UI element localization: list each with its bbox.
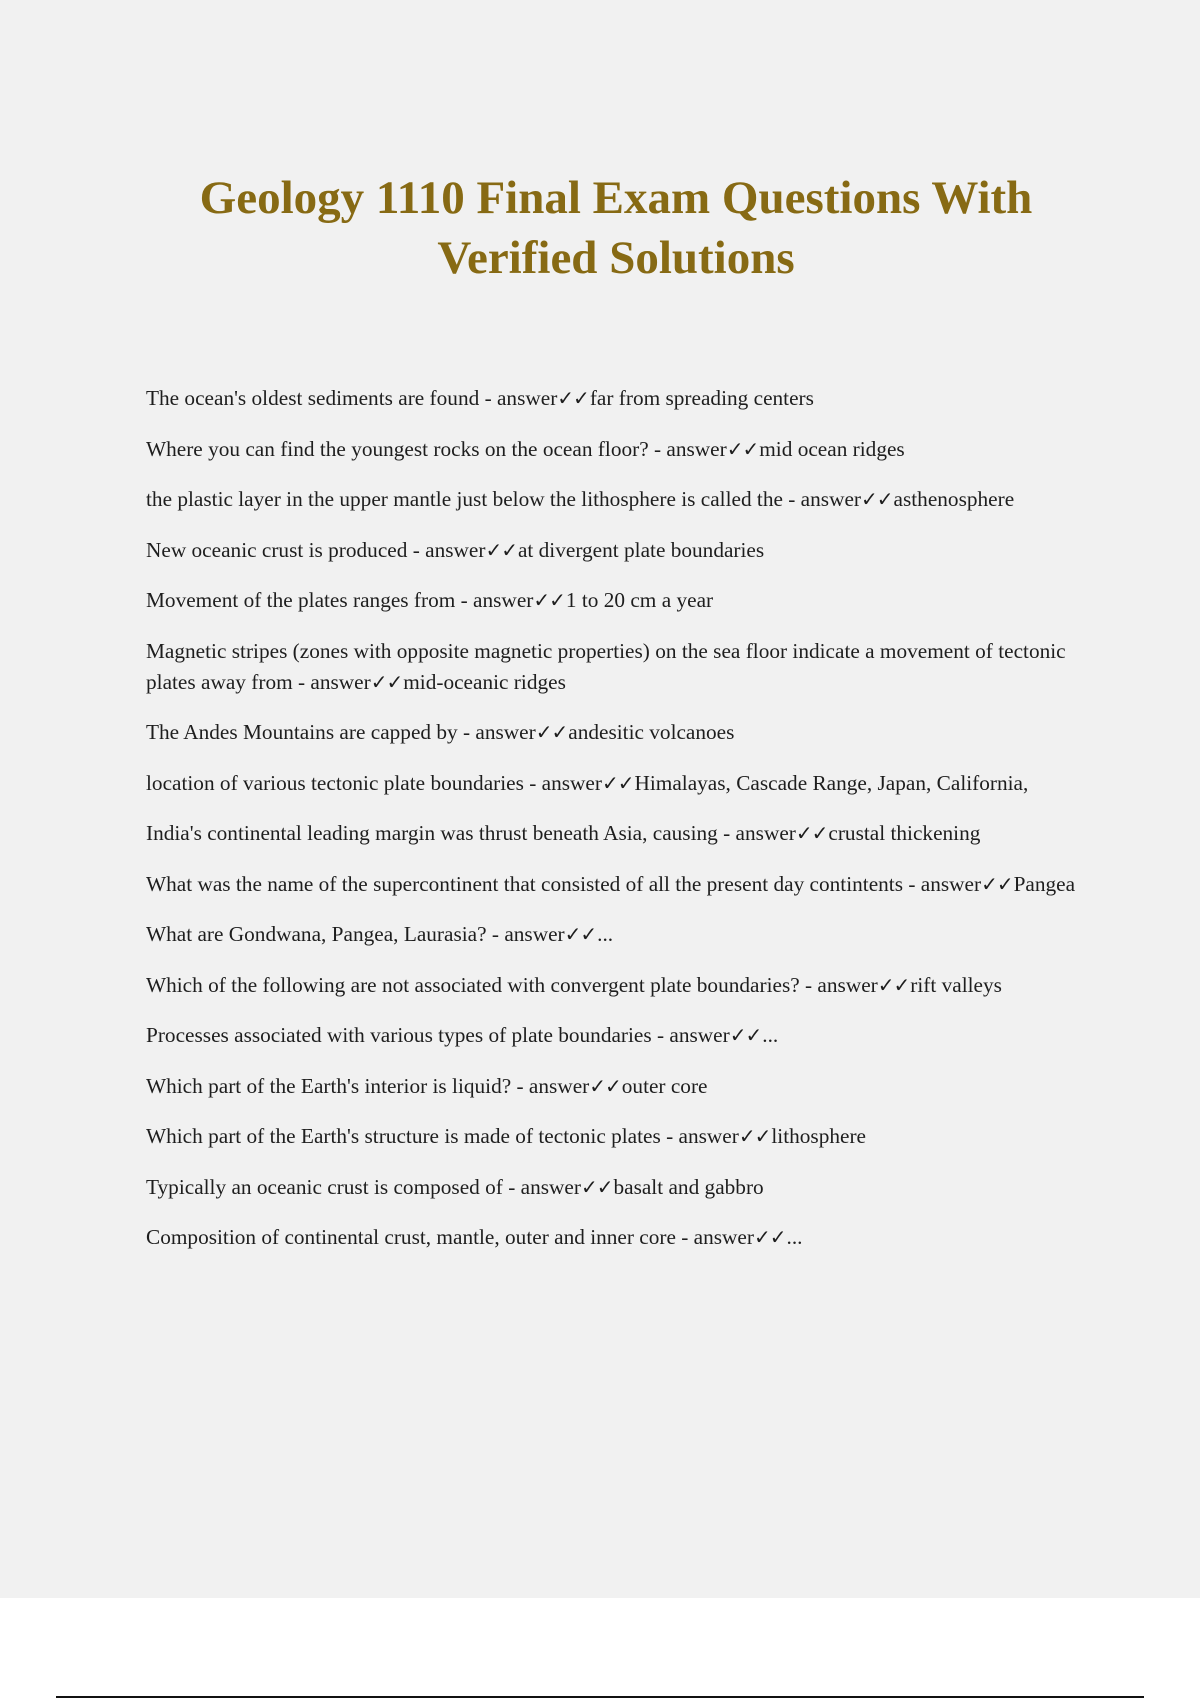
qa-item [146,383,1086,414]
qa-item [146,970,1086,1001]
title-line-2: Verified Solutions [437,232,795,284]
answer-text: Pangea [1013,871,1076,896]
qa-item [146,585,1086,616]
double-check-icon: ✓✓ [485,537,517,562]
document-title [0,168,1200,288]
question-text: Movement of the plates ranges from - answer [146,588,534,612]
title-line-1: Geology 1110 Final Exam Questions With [199,172,1033,224]
answer-text: 1 to 20 cm a year [565,588,714,612]
question-text: Which part of the Earth's structure is made of tectonic plates - answer [146,1124,739,1148]
answer-text: basalt and gabbro [613,1174,764,1199]
qa-item [146,818,1086,849]
footer-divider [56,1696,1144,1698]
qa-item [146,484,1086,515]
double-check-icon: ✓✓ [861,487,893,511]
qa-item [146,1020,1086,1051]
qa-item [146,1071,1086,1102]
double-check-icon: ✓✓ [795,821,828,845]
qa-item [146,1172,1086,1203]
question-text: What was the name of the supercontinent that consisted of all the present day contintents - answer [146,871,982,896]
qa-item [146,434,1086,465]
question-text: Typically an oceanic crust is composed of - answer [146,1174,581,1199]
double-check-icon: ✓✓ [557,386,589,410]
qa-item [146,1222,1086,1253]
answer-text: andesitic volcanoes [568,720,735,744]
question-text: location of various tectonic plate boundaries - answer [146,770,602,795]
answer-text: rift valleys [910,972,1002,997]
double-check-icon: ✓✓ [726,436,759,461]
qa-item [146,768,1086,799]
double-check-icon: ✓✓ [601,770,634,795]
double-check-icon: ✓✓ [370,669,403,694]
question-text: Which part of the Earth's interior is liquid? - answer [146,1073,590,1098]
answer-text: ... [786,1225,803,1249]
qa-item [146,869,1086,900]
answer-text: asthenosphere [893,487,1015,511]
question-text: What are Gondwana, Pangea, Laurasia? - answer [146,922,565,946]
double-check-icon: ✓✓ [533,588,565,612]
answer-text: mid-oceanic ridges [403,669,566,694]
question-text: The ocean's oldest sediments are found - answer [146,386,558,410]
answer-text: crustal thickening [828,821,981,845]
double-check-icon: ✓✓ [877,972,910,997]
double-check-icon: ✓✓ [729,1023,762,1047]
double-check-icon: ✓✓ [981,871,1013,896]
question-answer-list [146,383,1086,1273]
question-text: New oceanic crust is produced - answer [146,537,486,562]
answer-text: ... [597,922,614,946]
qa-item [146,636,1086,698]
question-text: Processes associated with various types of plate boundaries - answer [146,1023,730,1047]
answer-text: lithosphere [771,1124,866,1148]
qa-item [146,919,1086,950]
qa-item [146,1121,1086,1152]
double-check-icon: ✓✓ [753,1225,786,1249]
double-check-icon: ✓✓ [564,922,597,946]
double-check-icon: ✓✓ [580,1174,613,1199]
answer-text: Himalayas, Cascade Range, Japan, California, [634,770,1029,795]
question-text: Magnetic stripes (zones with opposite magnetic properties) on the sea floor indicate a movement of tectonic plates away from - answer [146,638,1066,694]
question-text: Which of the following are not associated with convergent plate boundaries? - answer [146,972,878,997]
qa-item [146,535,1086,566]
double-check-icon: ✓✓ [535,720,568,744]
double-check-icon: ✓✓ [589,1073,621,1098]
answer-text: ... [762,1023,779,1047]
answer-text: at divergent plate boundaries [517,537,765,562]
qa-item [146,717,1086,748]
double-check-icon: ✓✓ [738,1124,771,1148]
answer-text: far from spreading centers [589,386,814,410]
question-text: Where you can find the youngest rocks on the ocean floor? - answer [146,436,727,461]
question-text: the plastic layer in the upper mantle just below the lithosphere is called the - answer [146,487,861,511]
answer-text: mid ocean ridges [759,436,905,461]
question-text: India's continental leading margin was thrust beneath Asia, causing - answer [146,821,796,845]
question-text: Composition of continental crust, mantle, outer and inner core - answer [146,1225,754,1249]
answer-text: outer core [621,1073,708,1098]
question-text: The Andes Mountains are capped by - answer [146,720,536,744]
